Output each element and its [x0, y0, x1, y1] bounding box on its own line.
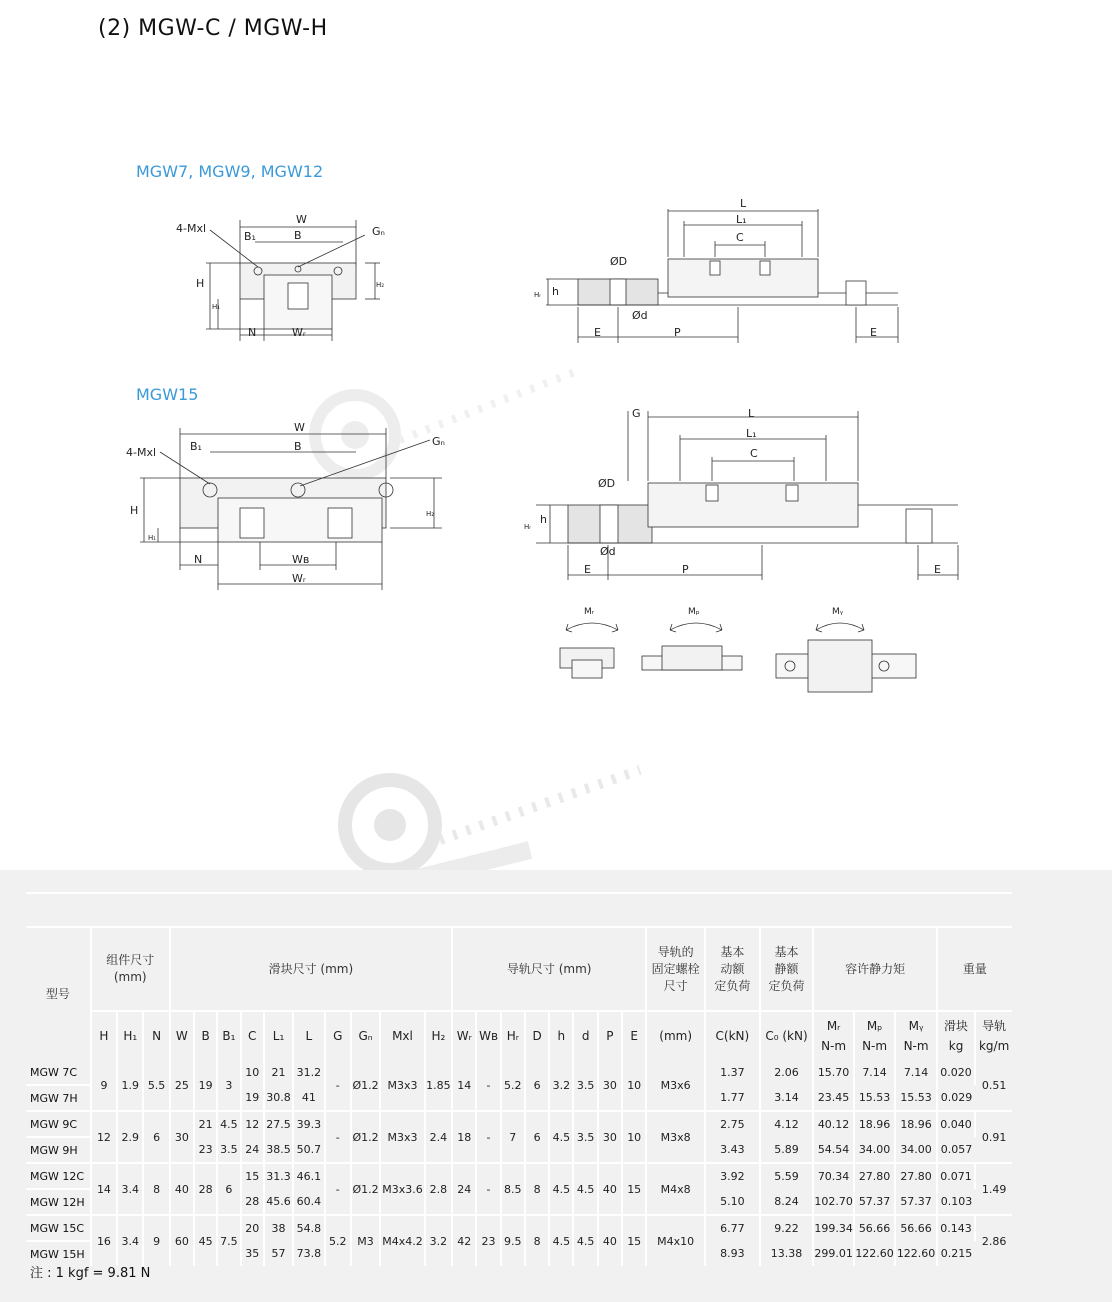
column-header: Gₙ [351, 1011, 380, 1060]
table-cell: 9.5 [501, 1215, 525, 1266]
table-cell: M3 [351, 1215, 380, 1266]
table-cell: 7 [501, 1111, 525, 1163]
table-cell: M4x4.2 [380, 1215, 425, 1266]
table-cell: 6 [217, 1163, 240, 1215]
table-cell: 122.60 [895, 1241, 937, 1266]
table-cell: 28 [241, 1189, 264, 1215]
label-w: W [294, 421, 305, 434]
table-cell: 10 [622, 1060, 646, 1111]
label-mxl: 4-Mxl [176, 222, 207, 235]
header-static-load: 基本 静额 定负荷 [760, 927, 814, 1011]
table-cell: 14 [452, 1060, 476, 1111]
table-cell: 15.53 [895, 1085, 937, 1111]
table-cell: - [325, 1111, 351, 1163]
label-wr: Wᵣ [292, 572, 306, 585]
large-front-diagram [120, 420, 445, 590]
table-row [26, 1060, 1012, 1085]
table-cell: 10 [241, 1060, 264, 1085]
label-b: B [294, 440, 302, 453]
label-wb: Wʙ [292, 553, 310, 566]
table-cell: 299.01 [813, 1241, 853, 1266]
table-cell: 15 [241, 1163, 264, 1189]
column-header: C(kN) [705, 1011, 760, 1060]
table-cell: 24 [241, 1137, 264, 1163]
table-cell: 56.66 [854, 1215, 896, 1241]
table-cell: 3.43 [705, 1137, 760, 1163]
table-cell: 15 [622, 1163, 646, 1215]
table-cell: 23 [194, 1137, 217, 1163]
spec-table [26, 892, 1012, 1266]
table-cell: 1.77 [705, 1085, 760, 1111]
column-header: Wᵣ [452, 1011, 476, 1060]
header-assembly: 组件尺寸 (mm) [91, 927, 170, 1011]
table-cell: 27.80 [854, 1163, 896, 1189]
table-cell: 6.77 [705, 1215, 760, 1241]
header-moment: 容许静力矩 [813, 927, 936, 1011]
label-g: G [632, 407, 641, 420]
table-cell: 50.7 [293, 1137, 324, 1163]
header-block: 滑块尺寸 (mm) [170, 927, 452, 1011]
table-cell: 4.5 [549, 1163, 573, 1215]
table-cell: 54.54 [813, 1137, 853, 1163]
table-cell: 34.00 [895, 1137, 937, 1163]
column-header: B [194, 1011, 217, 1060]
column-header-row [26, 1011, 1012, 1060]
subtitle-small-series: MGW7, MGW9, MGW12 [136, 162, 324, 181]
table-cell: 73.8 [293, 1241, 324, 1266]
table-cell: 60 [170, 1215, 194, 1266]
table-cell: 39.3 [293, 1111, 324, 1137]
column-header: L [293, 1011, 324, 1060]
table-cell: 0.020 [937, 1060, 975, 1085]
table-cell: - [476, 1111, 500, 1163]
label-c: C [750, 447, 758, 460]
label-c: C [736, 231, 744, 244]
table-cell: 8.93 [705, 1241, 760, 1266]
table-cell: - [325, 1163, 351, 1215]
table-cell: 4.5 [573, 1215, 597, 1266]
table-cell: 15 [622, 1215, 646, 1266]
subtitle-large-series: MGW15 [136, 385, 199, 404]
table-cell: 30 [170, 1111, 194, 1163]
table-cell: 0.071 [937, 1163, 975, 1189]
column-header: G [325, 1011, 351, 1060]
table-cell: 0.91 [975, 1111, 1012, 1163]
model-cell: MGW 7H [26, 1085, 91, 1111]
header-weight: 重量 [962, 961, 987, 976]
label-h2: H₂ [376, 281, 385, 289]
table-cell: 7.5 [217, 1215, 240, 1266]
table-cell: 4.5 [573, 1163, 597, 1215]
label-e-right: E [934, 563, 941, 576]
table-cell: 24 [452, 1163, 476, 1215]
label-p: P [682, 563, 689, 576]
model-cell: MGW 9H [26, 1137, 91, 1163]
column-header: Mxl [380, 1011, 425, 1060]
table-body [26, 1060, 1012, 1266]
label-b: B [294, 229, 302, 242]
label-hr: Hᵣ [534, 291, 542, 299]
label-b1: B₁ [244, 230, 256, 243]
table-cell: 54.8 [293, 1215, 324, 1241]
column-header: L₁ [264, 1011, 293, 1060]
table-cell: 40 [170, 1163, 194, 1215]
column-header: Mₚ N-m [854, 1011, 896, 1060]
table-cell: 0.51 [981, 1078, 1007, 1092]
table-cell: 3.2 [425, 1215, 452, 1266]
label-n: N [248, 326, 257, 339]
table-cell: M3x3.6 [380, 1163, 425, 1215]
small-front-diagram [170, 205, 400, 345]
table-cell: 0.215 [940, 1247, 973, 1260]
table-cell: 35 [241, 1241, 264, 1266]
label-od-small: Ød [632, 309, 648, 322]
table-cell: 41 [293, 1085, 324, 1111]
column-header: h [549, 1011, 573, 1060]
column-header: P [598, 1011, 622, 1060]
table-cell: 8.5 [501, 1163, 525, 1215]
header-dynamic-load: 基本 动额 定负荷 [705, 927, 760, 1011]
table-cell: 3 [217, 1060, 240, 1111]
table-row [26, 1163, 1012, 1189]
table-cell: 2.9 [117, 1111, 143, 1163]
table-cell: 199.34 [813, 1215, 853, 1241]
label-od: ØD [610, 255, 628, 268]
table-cell: 1.49 [975, 1163, 1012, 1215]
table-cell: 19 [241, 1085, 264, 1111]
table-cell: 3.5 [573, 1060, 597, 1111]
label-h-small: h [540, 513, 547, 526]
table-cell: 27.5 [264, 1111, 293, 1137]
label-h2: H₂ [426, 510, 435, 518]
label-hr: Hᵣ [524, 523, 532, 531]
table-cell: 2.4 [425, 1111, 452, 1163]
table-cell: - [476, 1060, 500, 1111]
table-cell: 4.5 [217, 1111, 240, 1137]
table-cell: 18.96 [895, 1111, 937, 1137]
table-cell: 0.040 [937, 1111, 975, 1137]
table-cell: 16 [91, 1215, 117, 1266]
table-cell: 5.2 [501, 1060, 525, 1111]
table-cell: 14 [91, 1163, 117, 1215]
column-header: C₀ (kN) [760, 1011, 814, 1060]
table-cell: 38.5 [264, 1137, 293, 1163]
table-cell: 45 [194, 1215, 217, 1266]
table-cell: 5.59 [760, 1163, 814, 1189]
table-cell: 7.14 [854, 1060, 896, 1085]
table-cell: 40 [598, 1163, 622, 1215]
label-e-left: E [594, 326, 601, 339]
table-cell: 6 [525, 1111, 549, 1163]
label-w: W [296, 213, 307, 226]
model-cell: MGW 9C [26, 1111, 91, 1137]
table-cell: 9 [91, 1060, 117, 1111]
table-cell: Ø1.2 [351, 1060, 380, 1111]
table-cell: 31.2 [293, 1060, 324, 1085]
table-cell: 30.8 [264, 1085, 293, 1111]
column-header: W [170, 1011, 194, 1060]
table-cell: 20 [241, 1215, 264, 1241]
table-cell: M3x6 [646, 1060, 705, 1111]
label-h: H [196, 277, 205, 290]
table-cell: 4.12 [760, 1111, 814, 1137]
column-header: 导轨 kg/m [975, 1011, 1012, 1060]
table-cell: 8.24 [760, 1189, 814, 1215]
table-cell: 42 [452, 1215, 476, 1266]
label-n: N [194, 553, 203, 566]
table-cell: 0.143 [937, 1215, 975, 1241]
table-cell: 8 [525, 1163, 549, 1215]
table-cell: 0.029 [940, 1091, 973, 1104]
column-header: Wʙ [476, 1011, 500, 1060]
column-header: (mm) [646, 1011, 705, 1060]
table-cell: 0.057 [940, 1143, 973, 1156]
table-cell: 2.86 [975, 1215, 1012, 1266]
column-header: B₁ [217, 1011, 240, 1060]
column-header: Mᵧ N-m [895, 1011, 937, 1060]
model-cell: MGW 15C [26, 1215, 91, 1241]
table-cell: 70.34 [813, 1163, 853, 1189]
column-header: H₁ [117, 1011, 143, 1060]
table-cell: 3.92 [705, 1163, 760, 1189]
column-header: d [573, 1011, 597, 1060]
label-wr: Wᵣ [292, 326, 306, 339]
table-cell: 28 [194, 1163, 217, 1215]
table-cell: 5.89 [760, 1137, 814, 1163]
table-cell: 2.06 [760, 1060, 814, 1085]
table-cell: 30 [598, 1111, 622, 1163]
table-cell: Ø1.2 [351, 1163, 380, 1215]
table-row [26, 1111, 1012, 1137]
label-h1: H₁ [148, 534, 157, 542]
moment-diagrams [550, 600, 920, 690]
label-e-left: E [584, 563, 591, 576]
model-cell: MGW 7C [26, 1060, 91, 1085]
label-h-small: h [552, 285, 559, 298]
table-cell: M4x10 [646, 1215, 705, 1266]
label-l: L [740, 197, 747, 210]
table-cell: M3x8 [646, 1111, 705, 1163]
table-cell: 102.70 [813, 1189, 853, 1215]
column-header: 滑块 kg [937, 1011, 975, 1060]
table-cell: 18.96 [854, 1111, 896, 1137]
table-cell: 6 [525, 1060, 549, 1111]
table-cell: 8 [525, 1215, 549, 1266]
table-cell: 25 [170, 1060, 194, 1111]
table-cell: 23.45 [813, 1085, 853, 1111]
table-cell: 19 [194, 1060, 217, 1111]
table-cell: 2.75 [705, 1111, 760, 1137]
table-cell: 9 [143, 1215, 169, 1266]
label-gn: Gₙ [432, 435, 445, 448]
column-header: Hᵣ [501, 1011, 525, 1060]
table-cell: 10 [622, 1111, 646, 1163]
table-cell: - [476, 1163, 500, 1215]
table-cell: 4.5 [549, 1111, 573, 1163]
model-cell: MGW 15H [26, 1241, 91, 1266]
table-cell: 3.4 [117, 1215, 143, 1266]
table-cell: 34.00 [854, 1137, 896, 1163]
table-cell: 56.66 [895, 1215, 937, 1241]
label-l: L [748, 407, 755, 420]
table-cell: M3x3 [380, 1111, 425, 1163]
column-header: C [241, 1011, 264, 1060]
label-h1: H₁ [212, 303, 221, 311]
column-header: N [143, 1011, 169, 1060]
header-bolt: 导轨的 固定螺栓 尺寸 [646, 927, 705, 1011]
label-h: H [130, 504, 139, 517]
label-gn: Gₙ [372, 225, 385, 238]
table-cell: 4.5 [549, 1215, 573, 1266]
label-mxl: 4-Mxl [126, 446, 157, 459]
small-side-diagram [528, 195, 918, 345]
column-header: D [525, 1011, 549, 1060]
table-cell: 1.37 [705, 1060, 760, 1085]
table-cell: 31.3 [264, 1163, 293, 1189]
table-cell: 46.1 [293, 1163, 324, 1189]
label-b1: B₁ [190, 440, 202, 453]
table-cell: 18 [452, 1111, 476, 1163]
table-cell: - [325, 1060, 351, 1111]
table-cell: 3.5 [573, 1111, 597, 1163]
table-cell: 7.14 [895, 1060, 937, 1085]
table-cell: 12 [91, 1111, 117, 1163]
table-cell: 5.10 [705, 1189, 760, 1215]
label-l1: L₁ [736, 213, 747, 226]
table-cell: 122.60 [854, 1241, 896, 1266]
table-cell: 60.4 [293, 1189, 324, 1215]
label-l1: L₁ [746, 427, 757, 440]
label-my: Mᵧ [832, 607, 844, 617]
table-cell: 13.38 [760, 1241, 814, 1266]
table-cell: 15.70 [813, 1060, 853, 1085]
table-cell: 57.37 [895, 1189, 937, 1215]
model-cell: MGW 12C [26, 1163, 91, 1189]
table-cell: 21 [264, 1060, 293, 1085]
column-header: E [622, 1011, 646, 1060]
table-cell: Ø1.2 [351, 1111, 380, 1163]
table-cell: 5.2 [325, 1215, 351, 1266]
column-header: H₂ [425, 1011, 452, 1060]
table-cell: 9.22 [760, 1215, 814, 1241]
table-cell: 15.53 [854, 1085, 896, 1111]
table-cell: 27.80 [895, 1163, 937, 1189]
label-mr: Mᵣ [584, 607, 595, 617]
table-cell: 8 [143, 1163, 169, 1215]
table-cell: 1.9 [117, 1060, 143, 1111]
table-cell: 38 [264, 1215, 293, 1241]
table-row [26, 1215, 1012, 1241]
label-od: ØD [598, 477, 616, 490]
large-side-diagram [520, 405, 965, 580]
table-cell: 0.103 [940, 1195, 973, 1208]
table-cell: M3x3 [380, 1060, 425, 1111]
table-cell: 3.4 [117, 1163, 143, 1215]
table-cell: 12 [241, 1111, 264, 1137]
table-cell: M4x8 [646, 1163, 705, 1215]
table-cell: 57 [264, 1241, 293, 1266]
table-cell: 23 [476, 1215, 500, 1266]
table-cell: 5.5 [143, 1060, 169, 1111]
footnote: 注 : 1 kgf = 9.81 N [30, 1266, 151, 1281]
table-cell: 1.85 [425, 1060, 452, 1111]
label-p: P [674, 326, 681, 339]
table-cell: 21 [194, 1111, 217, 1137]
header-rail: 导轨尺寸 (mm) [452, 927, 646, 1011]
table-cell: 40.12 [813, 1111, 853, 1137]
model-cell: MGW 12H [26, 1189, 91, 1215]
label-od-small: Ød [600, 545, 616, 558]
label-e-right: E [870, 326, 877, 339]
table-cell: 3.14 [760, 1085, 814, 1111]
table-cell: 3.5 [217, 1137, 240, 1163]
table-cell: 30 [598, 1060, 622, 1111]
table-cell: 45.6 [264, 1189, 293, 1215]
table-cell: 6 [143, 1111, 169, 1163]
table-cell: 57.37 [854, 1189, 896, 1215]
label-mp: Mₚ [688, 607, 700, 617]
table-cell: 40 [598, 1215, 622, 1266]
header-model: 型号 [26, 927, 91, 1060]
table-cell: 3.2 [549, 1060, 573, 1111]
table-cell: 2.8 [425, 1163, 452, 1215]
column-header: H [91, 1011, 117, 1060]
section-title: (2) MGW-C / MGW-H [98, 16, 328, 41]
column-header: Mᵣ N-m [813, 1011, 853, 1060]
